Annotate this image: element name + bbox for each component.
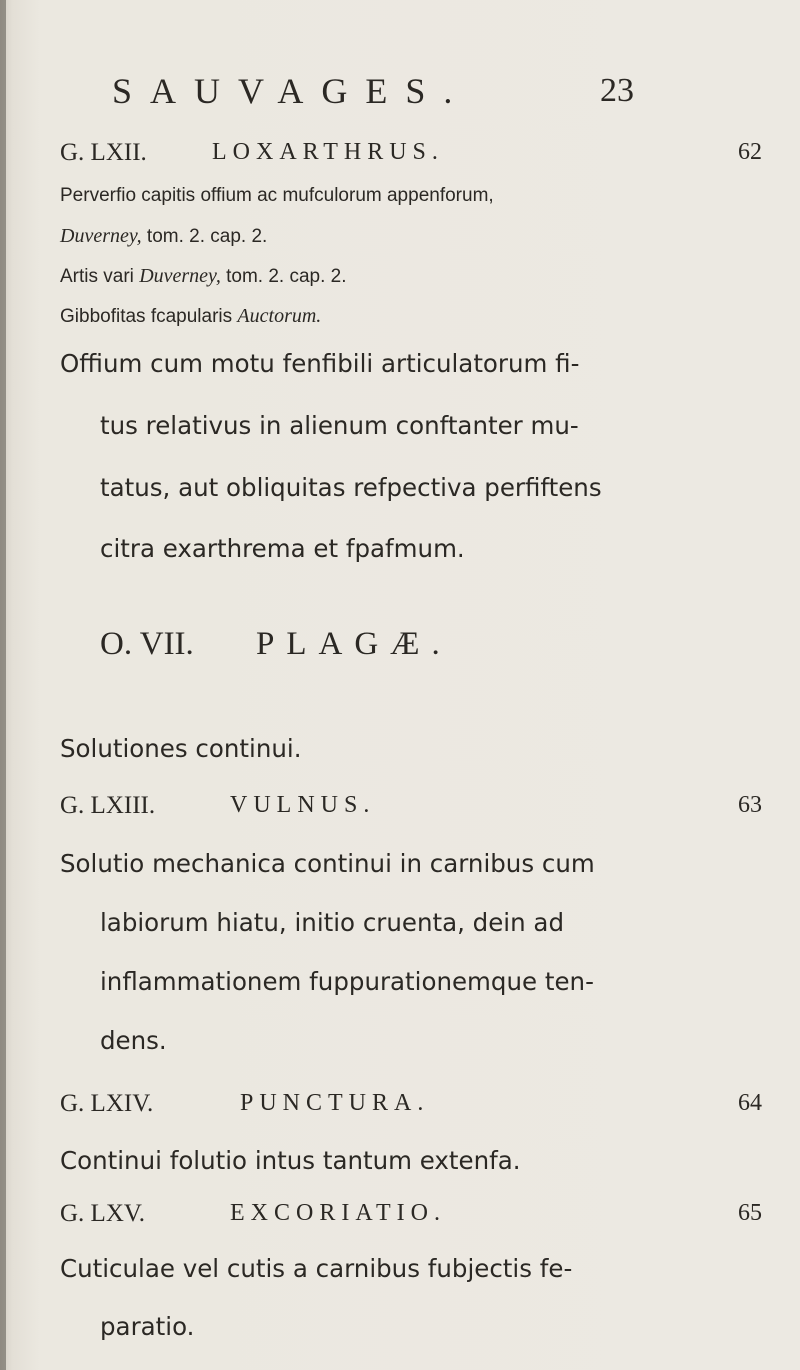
definition-line: tus relativus in alienum conftanter mu- [100,411,579,440]
genus-title-65: EXCORIATIO. [230,1200,446,1226]
definition-line: inflammationem fuppurationemque ten- [100,967,594,996]
genus-number-64: 64 [738,1090,762,1116]
synonym-author: Duverney, [139,265,221,287]
definition-line: dens. [100,1026,167,1055]
definition-line: labiorum hiatu, initio cruenta, dein ad [100,908,564,937]
genus-title-64: PUNCTURA. [240,1090,430,1116]
synonym-line: Perverfio capitis offium ac mufculorum appenforum, [60,185,494,206]
synonym-text: Artis vari [60,266,140,287]
order-title: PLAGÆ. [256,626,452,662]
genus-title-63: VULNUS. [230,792,376,818]
definition-line: tatus, aut obliquitas refpectiva perfiftens [100,473,602,502]
definition-line: Cuticulae vel cutis a carnibus fubjectis fe- [60,1254,573,1283]
genus-number-63: 63 [738,792,762,818]
synonym-text: Gibbofitas fcapularis [60,306,238,327]
synonym-author: Duverney, [60,225,142,247]
genus-number-62: 62 [738,139,762,165]
synonym-author: Auctorum. [237,305,322,327]
definition-line: paratio. [100,1312,195,1341]
genus-label-62: G. LXII. [60,139,147,166]
definition-line: Offium cum motu fenfibili articulatorum fi- [60,349,580,378]
genus-label-64: G. LXIV. [60,1090,154,1117]
synonym-line [60,265,347,288]
genus-title-62: LOXARTHRUS. [212,139,444,165]
page-binding-edge [0,0,6,1370]
synonym-line [60,305,321,328]
page-number: 23 [600,72,634,109]
synonym-line [60,225,267,248]
synonym-ref: tom. 2. cap. 2. [141,226,268,247]
synonym-ref: tom. 2. cap. 2. [220,266,347,287]
definition-line: Continui folutio intus tantum extenfa. [60,1146,521,1175]
order-definition: Solutiones continui. [60,734,302,763]
running-title: SAUVAGES. [112,71,471,111]
order-label: O. VII. [100,626,194,662]
genus-label-63: G. LXIII. [60,792,156,819]
genus-number-65: 65 [738,1200,762,1226]
genus-label-65: G. LXV. [60,1200,145,1227]
definition-line: citra exarthrema et fpafmum. [100,534,465,563]
definition-line: Solutio mechanica continui in carnibus cum [60,849,595,878]
